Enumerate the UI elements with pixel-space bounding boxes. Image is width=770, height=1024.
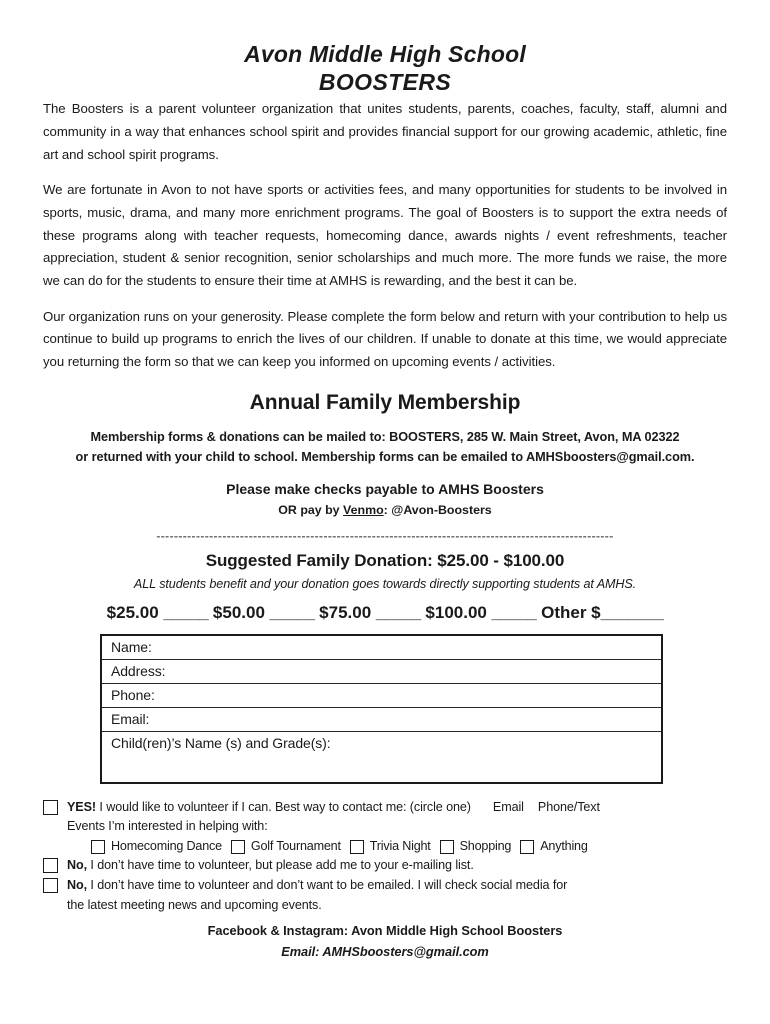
table-row — [101, 707, 662, 731]
event-label-golf-tournament: Golf Tournament — [250, 839, 341, 854]
checkbox-no-but-email-list[interactable] — [43, 858, 58, 873]
event-option-shopping[interactable] — [440, 838, 512, 854]
intro-paragraph-1: The Boosters is a parent volunteer organization that unites students, parents, coaches, faculty, staff, alumni and community in a way that enhances school spirit and provides financial support for our growing academic, athletic, fine art and school spirit programs. — [43, 101, 727, 162]
event-option-golf-tournament[interactable] — [231, 838, 341, 854]
volunteer-yes-row — [43, 798, 727, 817]
mailing-line-2: or returned with your child to school. Membership forms can be emailed to AMHSboosters@gmail.com. — [75, 450, 695, 465]
volunteer-no1-description: I don’t have time to volunteer, but please add me to your e-mailing list. — [90, 858, 474, 873]
events-prompt: Events I’m interested in helping with: — [67, 819, 268, 834]
volunteer-no-contact-text — [67, 876, 727, 895]
table-row — [101, 635, 662, 660]
event-label-shopping: Shopping — [459, 839, 512, 854]
venmo-line — [43, 501, 727, 521]
checkbox-no-no-email[interactable] — [43, 878, 58, 893]
membership-heading: Annual Family Membership — [249, 390, 521, 414]
contact-option-phone-text[interactable]: Phone/Text — [537, 799, 600, 814]
field-label-email[interactable]: Email: — [101, 707, 662, 731]
intro-paragraph-3: Our organization runs on your generosity. Please complete the form below and return with your contribution to help us continue to build up programs to enrich the lives of our children. If unable to donate at this time, we would appreciate you returning the form so that we can keep you informed on upcoming events / activities. — [43, 308, 727, 370]
footer-social-line: Facebook & Instagram: Avon Middle High School Boosters — [207, 923, 563, 939]
section-divider: -------------------------------------------------------------------------------------------------------- — [156, 528, 614, 543]
checkbox-homecoming-dance[interactable] — [91, 840, 105, 854]
table-row — [101, 731, 662, 783]
document-footer — [43, 921, 727, 962]
venmo-prefix: OR pay by — [278, 502, 344, 517]
amount-blank-other[interactable]: _______ — [600, 602, 664, 622]
amount-blank-75[interactable]: _____ — [375, 602, 421, 622]
volunteer-no2-continuation: the latest meeting news and upcoming events. — [67, 898, 322, 913]
document-content — [43, 0, 727, 962]
volunteer-no-contact-row — [43, 876, 727, 895]
checkbox-trivia-night[interactable] — [350, 840, 364, 854]
event-label-anything: Anything — [540, 839, 588, 854]
checkbox-shopping[interactable] — [440, 840, 454, 854]
checks-payable-line: Please make checks payable to AMHS Boosters — [226, 480, 544, 497]
event-label-homecoming-dance: Homecoming Dance — [111, 839, 222, 854]
volunteer-yes-description: I would like to volunteer if I can. Best way to contact me: (circle one) — [99, 799, 471, 814]
donation-note: ALL students benefit and your donation goes towards directly supporting students at AMHS. — [133, 576, 637, 591]
volunteer-yes-text — [67, 798, 727, 817]
field-label-children[interactable]: Child(ren)’s Name (s) and Grade(s): — [101, 731, 662, 783]
event-label-trivia-night: Trivia Night — [369, 839, 431, 854]
checkbox-yes-volunteer[interactable] — [43, 800, 58, 815]
venmo-word: Venmo — [343, 502, 384, 517]
amount-option-50[interactable]: $50.00 — [212, 602, 265, 622]
mailing-line-1: Membership forms & donations can be mailed to: BOOSTERS, 285 W. Main Street, Avon, MA 02322 — [90, 429, 680, 444]
amount-blank-50[interactable]: _____ — [269, 602, 315, 622]
page-title-line1: Avon Middle High School — [244, 41, 526, 67]
volunteer-yes-label: YES! — [67, 799, 96, 814]
page-title-line2: BOOSTERS — [318, 69, 452, 96]
contact-form-table — [100, 634, 663, 784]
amount-option-100[interactable]: $100.00 — [425, 602, 487, 622]
donation-heading: Suggested Family Donation: $25.00 - $100.00 — [205, 550, 565, 570]
event-options-row — [43, 838, 727, 854]
checkbox-anything[interactable] — [520, 840, 534, 854]
amount-option-other-label: Other $ — [541, 602, 601, 622]
amount-option-25[interactable]: $25.00 — [106, 602, 159, 622]
event-option-trivia-night[interactable] — [350, 838, 431, 854]
volunteer-no2-label: No, — [67, 878, 87, 893]
venmo-suffix: : @Avon-Boosters — [383, 502, 492, 517]
table-row — [101, 683, 662, 707]
amount-blank-25[interactable]: _____ — [163, 602, 209, 622]
field-label-phone[interactable]: Phone: — [101, 683, 662, 707]
contact-option-email[interactable]: Email — [492, 799, 524, 814]
table-row — [101, 659, 662, 683]
checkbox-golf-tournament[interactable] — [231, 840, 245, 854]
event-option-anything[interactable] — [520, 838, 587, 854]
field-label-name[interactable]: Name: — [101, 635, 662, 660]
amount-option-75[interactable]: $75.00 — [319, 602, 372, 622]
footer-email-line: Email: AMHSboosters@gmail.com — [281, 943, 489, 959]
volunteer-no-email-text — [67, 856, 727, 875]
field-label-address[interactable]: Address: — [101, 659, 662, 683]
amount-blank-100[interactable]: _____ — [491, 602, 537, 622]
donation-amount-row — [43, 603, 727, 623]
intro-paragraph-2: We are fortunate in Avon to not have sports or activities fees, and many opportunities for students to be involved in sports, music, drama, and many more enrichment programs. The goal of Boosters is to support the extra needs of these programs along with teacher requests, homecoming dance, awards nights / event refreshments, teacher appreciation, student & senior recognition, senior scholarships and much more. The more funds we raise, the more we can do for the students to ensure their time at AMHS is rewarding, and the best it can be. — [43, 182, 727, 289]
volunteer-section — [43, 798, 727, 916]
event-option-homecoming-dance[interactable] — [91, 838, 222, 854]
volunteer-no1-label: No, — [67, 858, 87, 873]
volunteer-no2-description: I don’t have time to volunteer and don’t want to be emailed. I will check social media for — [90, 878, 568, 893]
volunteer-no-email-row — [43, 856, 727, 875]
